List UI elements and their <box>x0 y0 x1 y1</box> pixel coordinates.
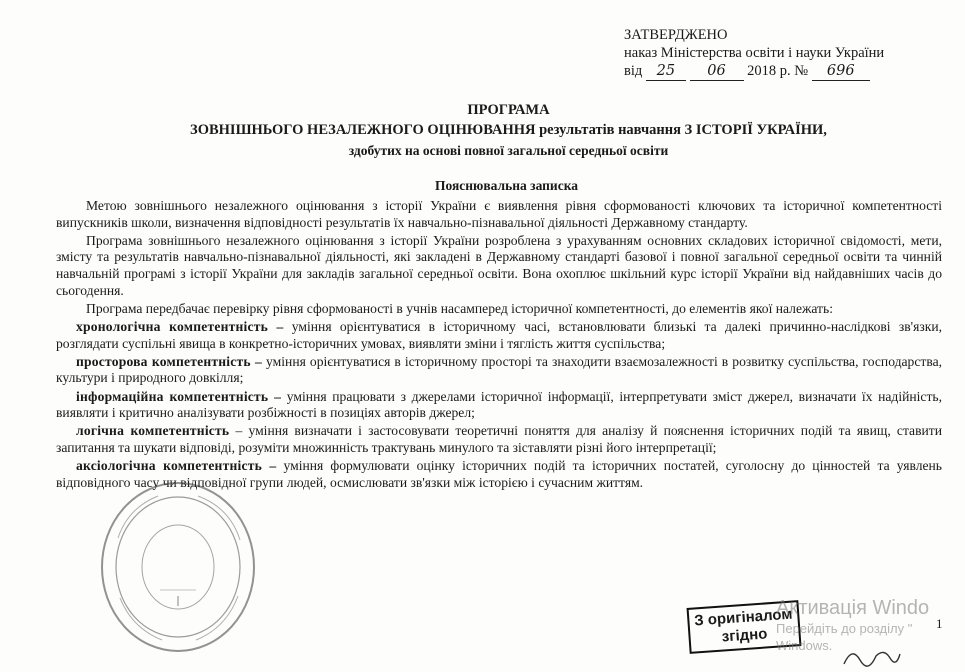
approval-block <box>624 26 884 81</box>
competence-text: – уміння визначати і застосовувати теоретичні поняття для аналізу й пояснення історичних подій та явищ, ставити запитання та шукати відповіді, розуміти множинність трактувань минулого та зіставляти різні його інтерпретації; <box>56 423 943 455</box>
program-title: ПРОГРАМА <box>467 102 550 118</box>
document-body <box>56 198 942 493</box>
program-basis-title: здобутих на основі повної загальної середньої освіти <box>348 143 669 158</box>
program-subject-title: ЗОВНІШНЬОГО НЕЗАЛЕЖНОГО ОЦІНЮВАННЯ результатів навчання З ІСТОРІЇ УКРАЇНИ, <box>190 122 827 138</box>
date-prefix: від <box>624 63 643 79</box>
competence-text: уміння орієнтуватися в історичному часі, встановлювати близькі та далекі причинно-наслідкові зв'язки, розглядати суспільні явища в конкретно-історичних умовах, виявляти зміни і тяглість життя суспільства; <box>56 318 942 351</box>
competence-item <box>56 389 942 422</box>
ministry-seal-icon <box>98 478 258 656</box>
competence-item <box>56 354 942 387</box>
competence-item <box>56 319 942 352</box>
windows-activation-watermark <box>776 596 929 654</box>
watermark-line3: Windows. <box>776 638 833 653</box>
watermark-line2: Перейдіть до розділу " <box>776 621 913 636</box>
paragraph-program: Програма зовнішнього незалежного оцінювання з історії України розроблена з урахуванням основних складових історичної свідомості, мети, змісту та результатів навчально-пізнавальної діяльності, які закладені в Державному стандарті базової і повної загальної середньої освіти та чинній навчальній програмі з історії України для закладів загальної середньої освіти. Вона охоплює шкільний курс історії України від найдавніших часів до сьогодення. <box>56 232 942 298</box>
approval-date-line <box>624 62 884 81</box>
competence-term: хронологічна компетентність – <box>76 318 284 334</box>
approval-title: ЗАТВЕРДЖЕНО <box>624 27 728 43</box>
approval-order-line: наказ Міністерства освіти і науки України <box>624 45 885 61</box>
competence-text: уміння орієнтуватися в історичному просторі та знаходити взаємозалежності в розвитку суспільства, господарства, культури і природного довкілля; <box>56 353 943 386</box>
order-number-handwritten: 696 <box>812 62 870 81</box>
competence-term: логічна компетентність <box>76 423 230 439</box>
date-month-handwritten: 06 <box>690 62 744 81</box>
competence-term: аксіологічна компетентність – <box>76 458 277 474</box>
certified-stamp-line1: З оригіналом <box>693 605 793 630</box>
certified-stamp-line2: згідно <box>721 625 768 646</box>
competence-text: уміння працювати з джерелами історичної інформації, інтерпретувати зміст джерел, визначати їх надійність, виявляти і критично аналізувати розбіжності в позиціях авторів джерел; <box>56 388 942 421</box>
paragraph-competences-intro: Програма передбачає перевірку рівня сформованості в учнів насамперед історичної компетентності, до елементів якої належать: <box>86 300 833 316</box>
section-title: Пояснювальна записка <box>434 178 579 193</box>
competence-item <box>56 423 942 456</box>
competence-term: інформаційна компетентність – <box>76 388 282 404</box>
competence-text: уміння формулювати оцінку історичних подій та історичних постатей, суголосну до цінностей та уявлень відповідного часу чи відповідної групи людей, осмислювати зв'язки між історією і сучасним життям. <box>56 458 942 490</box>
watermark-line1: Активація Windo <box>776 597 930 619</box>
year-text: 2018 р. № <box>747 63 809 79</box>
page-number: 1 <box>936 616 943 631</box>
paragraph-purpose: Метою зовнішнього незалежного оцінювання з історії України є виявлення рівня сформованості ключових та історичної компетентності випускників школи, визначення відповідності результатів їх навчально-пізнавальної діяльності Державному стандарту. <box>56 198 942 230</box>
date-day-handwritten: 25 <box>646 62 686 81</box>
competence-term: просторова компетентність – <box>76 353 263 369</box>
